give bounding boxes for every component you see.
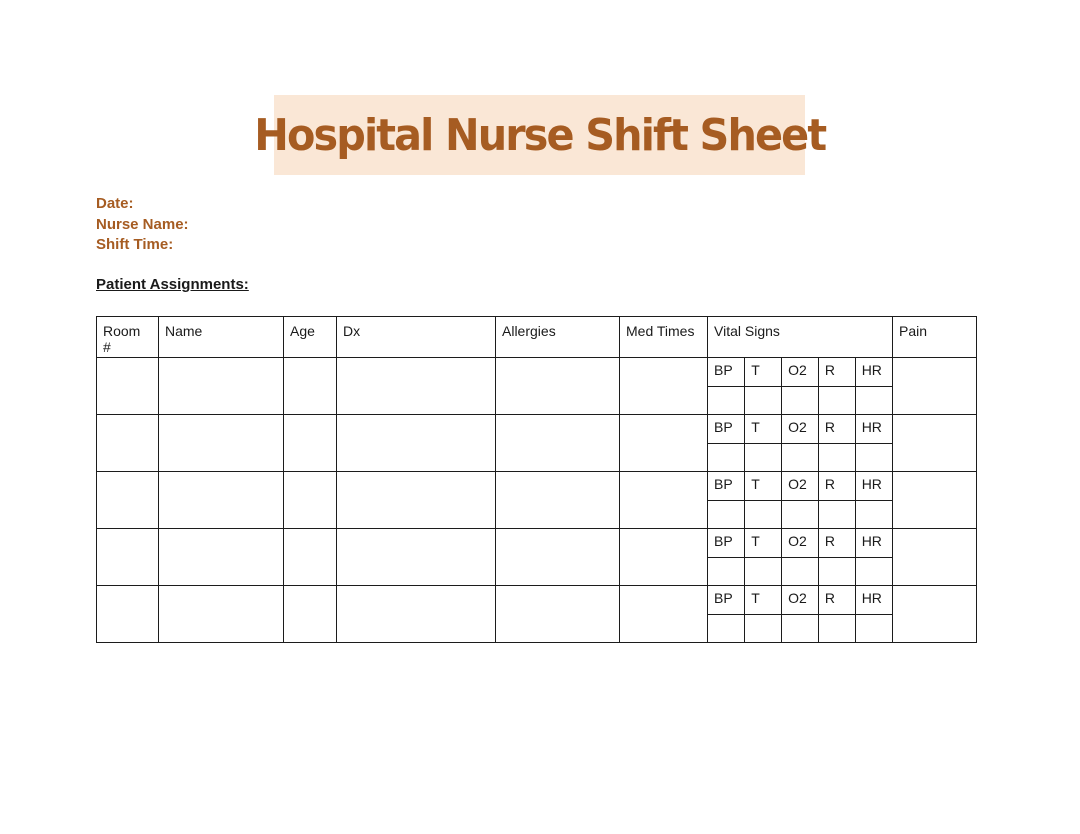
vital-value-t[interactable] xyxy=(745,443,782,471)
vital-value-o2[interactable] xyxy=(782,614,819,642)
table-row xyxy=(97,415,977,472)
allergies-cell[interactable] xyxy=(496,472,620,529)
vital-label-t: T xyxy=(745,586,782,614)
age-cell[interactable] xyxy=(284,358,337,415)
date-label: Date: xyxy=(96,195,134,212)
vital-label-bp: BP xyxy=(708,415,745,443)
vital-signs-grid xyxy=(708,415,892,471)
vital-label-o2: O2 xyxy=(782,415,819,443)
vital-value-bp[interactable] xyxy=(708,557,745,585)
header-med-times: Med Times xyxy=(620,317,708,358)
shift-time-label: Shift Time: xyxy=(96,236,174,253)
table-row xyxy=(97,358,977,415)
vital-value-hr[interactable] xyxy=(855,557,892,585)
vital-value-t[interactable] xyxy=(745,500,782,528)
vital-signs-cell xyxy=(708,415,893,472)
vital-value-hr[interactable] xyxy=(855,500,892,528)
shift-info xyxy=(96,194,189,256)
room-cell[interactable] xyxy=(97,415,159,472)
header-name: Name xyxy=(159,317,284,358)
vital-value-r[interactable] xyxy=(818,614,855,642)
vital-value-r[interactable] xyxy=(818,443,855,471)
vital-signs-cell xyxy=(708,529,893,586)
vital-value-hr[interactable] xyxy=(855,443,892,471)
age-cell[interactable] xyxy=(284,415,337,472)
table-row xyxy=(97,586,977,643)
vital-label-hr: HR xyxy=(855,529,892,557)
vital-label-r: R xyxy=(818,415,855,443)
name-cell[interactable] xyxy=(159,586,284,643)
vital-value-t[interactable] xyxy=(745,614,782,642)
header-allergies: Allergies xyxy=(496,317,620,358)
age-cell[interactable] xyxy=(284,586,337,643)
vital-value-bp[interactable] xyxy=(708,443,745,471)
header-dx: Dx xyxy=(337,317,496,358)
pain-cell[interactable] xyxy=(893,358,977,415)
vital-value-bp[interactable] xyxy=(708,386,745,414)
room-cell[interactable] xyxy=(97,472,159,529)
vital-label-o2: O2 xyxy=(782,358,819,386)
vital-label-t: T xyxy=(745,415,782,443)
vital-label-r: R xyxy=(818,472,855,500)
vital-label-o2: O2 xyxy=(782,529,819,557)
vital-signs-grid xyxy=(708,358,892,414)
vital-label-t: T xyxy=(745,358,782,386)
patient-assignments-label: Patient Assignments: xyxy=(96,276,249,293)
age-cell[interactable] xyxy=(284,529,337,586)
name-cell[interactable] xyxy=(159,472,284,529)
vital-value-bp[interactable] xyxy=(708,500,745,528)
vital-signs-cell xyxy=(708,472,893,529)
header-row xyxy=(97,317,977,358)
allergies-cell[interactable] xyxy=(496,529,620,586)
med-times-cell[interactable] xyxy=(620,358,708,415)
vital-signs-grid xyxy=(708,529,892,585)
vital-label-hr: HR xyxy=(855,586,892,614)
vital-signs-grid xyxy=(708,586,892,642)
vital-label-bp: BP xyxy=(708,529,745,557)
med-times-cell[interactable] xyxy=(620,415,708,472)
dx-cell[interactable] xyxy=(337,529,496,586)
vital-label-r: R xyxy=(818,586,855,614)
vital-label-o2: O2 xyxy=(782,586,819,614)
vital-value-o2[interactable] xyxy=(782,443,819,471)
header-age: Age xyxy=(284,317,337,358)
vital-value-o2[interactable] xyxy=(782,386,819,414)
dx-cell[interactable] xyxy=(337,415,496,472)
dx-cell[interactable] xyxy=(337,472,496,529)
vital-signs-cell xyxy=(708,358,893,415)
vital-label-r: R xyxy=(818,358,855,386)
page-title: Hospital Nurse Shift Sheet xyxy=(253,109,826,161)
vital-value-r[interactable] xyxy=(818,386,855,414)
room-cell[interactable] xyxy=(97,529,159,586)
table-row xyxy=(97,472,977,529)
vital-label-bp: BP xyxy=(708,586,745,614)
room-cell[interactable] xyxy=(97,358,159,415)
vital-value-hr[interactable] xyxy=(855,614,892,642)
header-room: Room # xyxy=(97,317,159,358)
header-pain: Pain xyxy=(893,317,977,358)
pain-cell[interactable] xyxy=(893,472,977,529)
table-row xyxy=(97,529,977,586)
pain-cell[interactable] xyxy=(893,415,977,472)
vital-signs-grid xyxy=(708,472,892,528)
allergies-cell[interactable] xyxy=(496,415,620,472)
vital-label-hr: HR xyxy=(855,415,892,443)
name-cell[interactable] xyxy=(159,358,284,415)
patient-assignments-table xyxy=(96,316,977,643)
nurse-name-label: Nurse Name: xyxy=(96,215,189,233)
pain-cell[interactable] xyxy=(893,529,977,586)
vital-value-o2[interactable] xyxy=(782,500,819,528)
med-times-cell[interactable] xyxy=(620,529,708,586)
room-cell[interactable] xyxy=(97,586,159,643)
age-cell[interactable] xyxy=(284,472,337,529)
vital-signs-cell xyxy=(708,586,893,643)
vital-value-o2[interactable] xyxy=(782,557,819,585)
vital-label-hr: HR xyxy=(855,358,892,386)
vital-label-bp: BP xyxy=(708,358,745,386)
vital-label-t: T xyxy=(745,472,782,500)
vital-value-t[interactable] xyxy=(745,386,782,414)
vital-value-r[interactable] xyxy=(818,500,855,528)
header-vital-signs: Vital Signs xyxy=(708,317,893,358)
dx-cell[interactable] xyxy=(337,586,496,643)
vital-value-t[interactable] xyxy=(745,557,782,585)
vital-label-hr: HR xyxy=(855,472,892,500)
name-cell[interactable] xyxy=(159,415,284,472)
dx-cell[interactable] xyxy=(337,358,496,415)
allergies-cell[interactable] xyxy=(496,586,620,643)
pain-cell[interactable] xyxy=(893,586,977,643)
vital-value-r[interactable] xyxy=(818,557,855,585)
med-times-cell[interactable] xyxy=(620,586,708,643)
name-cell[interactable] xyxy=(159,529,284,586)
vital-value-hr[interactable] xyxy=(855,386,892,414)
patient-rows xyxy=(97,358,977,643)
vital-label-bp: BP xyxy=(708,472,745,500)
title-banner xyxy=(253,95,826,175)
vital-value-bp[interactable] xyxy=(708,614,745,642)
vital-label-o2: O2 xyxy=(782,472,819,500)
vital-label-t: T xyxy=(745,529,782,557)
vital-label-r: R xyxy=(818,529,855,557)
med-times-cell[interactable] xyxy=(620,472,708,529)
allergies-cell[interactable] xyxy=(496,358,620,415)
